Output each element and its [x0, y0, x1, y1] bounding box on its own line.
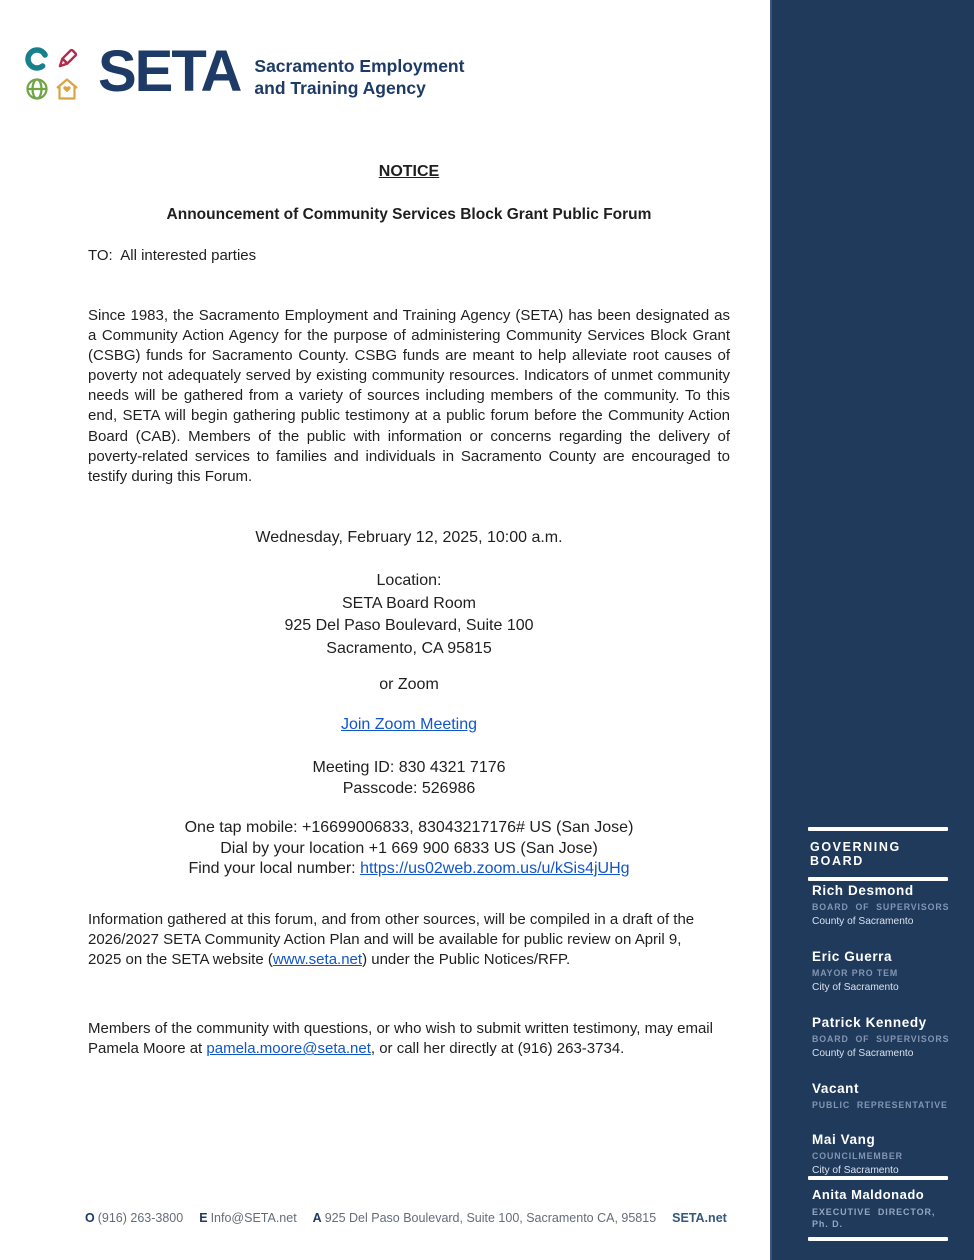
- or-zoom-line: or Zoom: [379, 676, 439, 693]
- board-member: [812, 1014, 954, 1061]
- footer-email-label: E: [199, 1211, 208, 1225]
- footer-address-label: A: [312, 1211, 322, 1225]
- contact-paragraph-text-1: Members of the community with questions, or who wish to submit written testimony, may email Pamela Moore at: [88, 1020, 713, 1058]
- find-local-prefix: Find your local number:: [188, 860, 361, 877]
- location-city: Sacramento, CA 95815: [326, 639, 492, 657]
- member-name: Eric Guerra: [812, 949, 893, 964]
- footer-site-link[interactable]: SETA.net: [672, 1211, 727, 1225]
- governing-board-header: [808, 827, 948, 881]
- board-member: [812, 882, 954, 929]
- footer-phone: [85, 1211, 183, 1225]
- exec-role: EXECUTIVE DIRECTOR, Ph. D.: [812, 1207, 939, 1229]
- join-zoom-line: [88, 716, 730, 734]
- tagline-line-2: and Training Agency: [254, 77, 426, 98]
- member-org: City of Sacramento: [812, 1165, 899, 1176]
- meeting-id: Meeting ID: 830 4321 7176: [312, 759, 506, 776]
- member-name: Vacant: [812, 1081, 860, 1096]
- governing-board-title: GOVERNING BOARD: [810, 840, 911, 868]
- join-zoom-link[interactable]: Join Zoom Meeting: [340, 716, 478, 733]
- header-rule-bottom: [808, 877, 948, 881]
- footer-email-value: Info@SETA.net: [210, 1211, 297, 1225]
- footer-phone-value: (916) 263-3800: [97, 1211, 184, 1225]
- logo-icon-grid: [24, 46, 82, 104]
- notice-subtitle: Announcement of Community Services Block Grant Public Forum: [166, 206, 652, 223]
- info-paragraph-text-2: ) under the Public Notices/RFP.: [362, 951, 571, 969]
- tagline-line-1: Sacramento Employment: [254, 56, 465, 76]
- dial-line: Dial by your location +1 669 900 6833 US (San Jose): [220, 839, 598, 857]
- exec-info: [808, 1180, 948, 1237]
- member-org: City of Sacramento: [812, 982, 899, 993]
- member-name: Patrick Kennedy: [812, 1015, 927, 1030]
- exec-name: Anita Maldonado: [812, 1187, 925, 1202]
- board-member-list: [812, 882, 954, 1197]
- intro-paragraph: Since 1983, the Sacramento Employment and Training Agency (SETA) has been designated as a Community Action Agency for the purpose of administering Community Services Block Grant (CSBG) funds for Sacramento County. CSBG funds are meant to help alleviate root causes of poverty not adequately served by existing community resources. Indicators of unmet community needs will be gathered from a variety of sources including members of the community. To this end, SETA will begin gathering public testimony at a public forum before the Community Action Board (CAB). Members of the public with information or concerns regarding the delivery of poverty-related services to families and individuals in Sacramento County are encouraged to testify during this Forum.: [88, 307, 730, 485]
- one-tap-line: One tap mobile: +16699006833, 83043217176# US (San Jose): [184, 819, 634, 836]
- member-org: County of Sacramento: [812, 916, 914, 927]
- member-role: COUNCILMEMBER: [812, 1151, 903, 1161]
- member-role: BOARD OF SUPERVISORS: [812, 902, 950, 912]
- location-street: 925 Del Paso Boulevard, Suite 100: [284, 617, 534, 634]
- contact-email-link[interactable]: pamela.moore@seta.net: [206, 1040, 371, 1058]
- member-org: County of Sacramento: [812, 1048, 914, 1059]
- notice-title-text: NOTICE: [378, 163, 440, 180]
- footer-address: [313, 1211, 657, 1225]
- forum-datetime: Wednesday, February 12, 2025, 10:00 a.m.: [255, 529, 563, 546]
- member-role: PUBLIC REPRESENTATIVE: [812, 1100, 948, 1110]
- seta-website-link[interactable]: www.seta.net: [272, 951, 363, 969]
- location-room: SETA Board Room: [342, 594, 476, 612]
- location-label: Location:: [376, 572, 442, 589]
- board-member: [812, 1131, 954, 1178]
- page-footer: [85, 1211, 725, 1225]
- contact-paragraph-text-2: , or call her directly at (916) 263-3734.: [370, 1040, 625, 1058]
- dial-in-block: [88, 818, 730, 880]
- to-line: TO: All interested parties: [88, 247, 257, 264]
- member-role: BOARD OF SUPERVISORS: [812, 1034, 950, 1044]
- logo-tagline: [254, 56, 464, 99]
- member-name: Mai Vang: [812, 1132, 876, 1147]
- footer-email: [199, 1211, 296, 1225]
- globe-icon: [24, 76, 50, 102]
- pencil-icon: [54, 46, 80, 72]
- logo-wordmark: SETA: [98, 39, 241, 104]
- member-role: MAYOR PRO TEM: [812, 968, 899, 978]
- ring-icon: [24, 46, 50, 72]
- governing-board-sidebar: [770, 0, 974, 1260]
- find-local-line: [88, 859, 730, 880]
- footer-phone-label: O: [85, 1211, 95, 1225]
- meeting-credentials: [88, 757, 730, 799]
- exec-rule-bottom: [808, 1237, 948, 1241]
- footer-address-value: 925 Del Paso Boulevard, Suite 100, Sacramento CA, 95815: [324, 1211, 657, 1225]
- contact-paragraph: [88, 1019, 718, 1059]
- executive-director-block: [808, 1176, 948, 1241]
- board-member: [812, 1080, 954, 1112]
- house-icon: [54, 76, 80, 102]
- info-paragraph: [88, 910, 718, 971]
- location-block: [88, 570, 730, 660]
- notice-title: [88, 163, 730, 181]
- member-name: Rich Desmond: [812, 883, 914, 898]
- info-paragraph-text-1: Information gathered at this forum, and from other sources, will be compiled in a draft of the 2026/2027 SETA Community Action Plan and will be available for public review on April 9, 2025 on the SETA website (: [88, 911, 695, 969]
- meeting-passcode: Passcode: 526986: [342, 780, 476, 797]
- zoom-local-number-link[interactable]: https://us02web.zoom.us/u/kSis4jUHg: [360, 860, 630, 877]
- seta-logo: [24, 39, 465, 104]
- board-member: [812, 948, 954, 995]
